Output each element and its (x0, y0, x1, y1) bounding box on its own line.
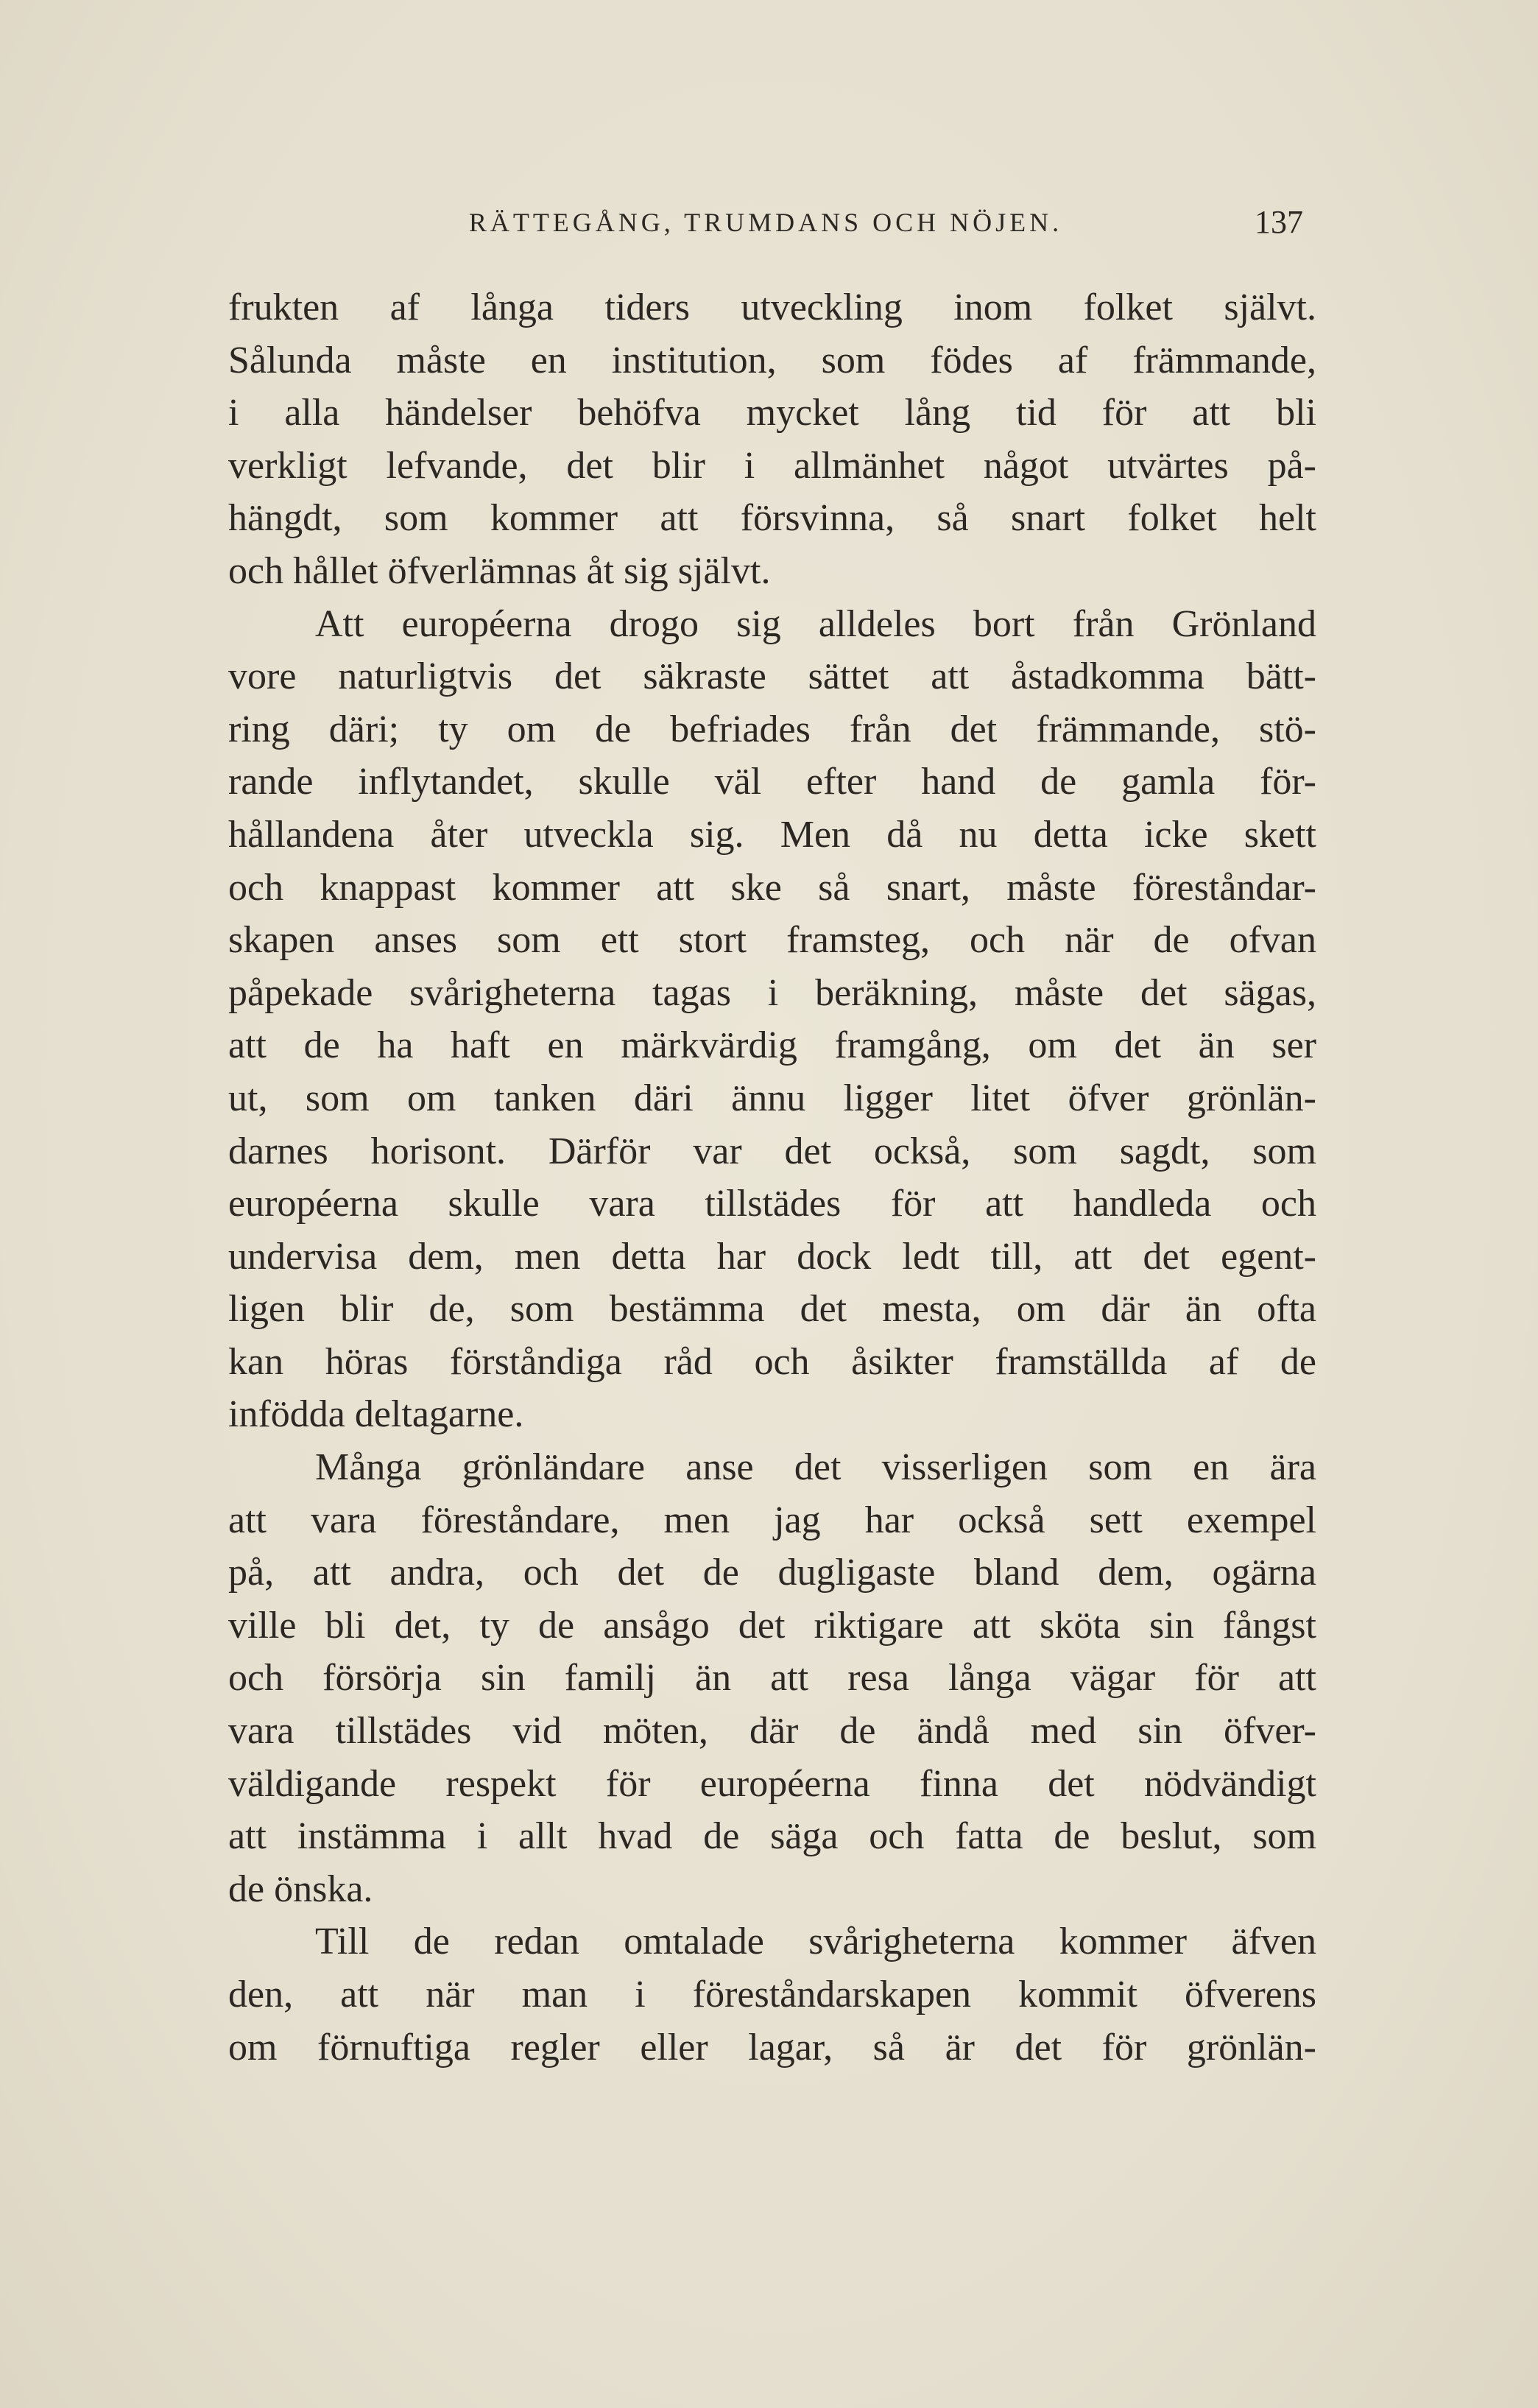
body-text (228, 281, 1316, 2074)
text-line: européerna skulle vara tillstädes för att handleda och (228, 1183, 1316, 1225)
text-line: frukten af långa tiders utveckling inom folket självt. (228, 286, 1316, 328)
text-line: ut, som om tanken däri ännu ligger litet öfver grönlän- (228, 1077, 1316, 1119)
text-line: ring däri; ty om de befriades från det främmande, stö- (228, 708, 1316, 750)
text-line: att instämma i allt hvad de säga och fatta de beslut, som (228, 1815, 1316, 1858)
text-line: att de ha haft en märkvärdig framgång, om det än ser (228, 1024, 1316, 1067)
text-line: rande inflytandet, skulle väl efter hand de gamla för- (228, 761, 1316, 803)
text-line: ligen blir de, som bestämma det mesta, om där än ofta (228, 1288, 1316, 1331)
text-line: verkligt lefvande, det blir i allmänhet något utvärtes på- (228, 444, 1316, 487)
text-line: i alla händelser behöfva mycket lång tid för att bli (228, 392, 1316, 434)
text-line: darnes horisont. Därför var det också, som sagdt, som (228, 1130, 1316, 1172)
running-head (228, 200, 1303, 244)
text-line: Många grönländare anse det visserligen som en ära (315, 1446, 1316, 1489)
running-head-title: RÄTTEGÅNG, TRUMDANS OCH NÖJEN. (468, 208, 1063, 237)
text-line: ville bli det, ty de ansågo det riktigare att sköta sin fångst (228, 1604, 1316, 1647)
text-line: den, att när man i föreståndarskapen kommit öfverens (228, 1974, 1316, 2016)
text-line: Till de redan omtalade svårigheterna kommer äfven (315, 1921, 1316, 1963)
text-line: Sålunda måste en institution, som födes af främmande, (228, 339, 1316, 381)
text-line: kan höras förståndiga råd och åsikter framställda af de (228, 1340, 1316, 1383)
text-line: vara tillstädes vid möten, där de ändå med sin öfver- (228, 1710, 1316, 1753)
text-line: och hållet öfverlämnas åt sig självt. (228, 549, 771, 592)
text-line: väldigande respekt för européerna finna det nödvändigt (228, 1762, 1316, 1805)
text-line: skapen anses som ett stort framsteg, och när de ofvan (228, 919, 1316, 962)
text-line: och försörja sin familj än att resa långa vägar för att (228, 1657, 1316, 1700)
text-line: på, att andra, och det de dugligaste bland dem, ogärna (228, 1552, 1316, 1594)
text-line: och knappast kommer att ske så snart, måste föreståndar- (228, 866, 1316, 909)
text-line: undervisa dem, men detta har dock ledt till, att det egent- (228, 1235, 1316, 1278)
text-line: att vara föreståndare, men jag har också sett exempel (228, 1499, 1316, 1541)
text-line: hängdt, som kommer att försvinna, så snart folket helt (228, 497, 1316, 540)
text-line: infödda deltagarne. (228, 1393, 524, 1436)
text-line: hållandena åter utveckla sig. Men då nu detta icke skett (228, 813, 1316, 856)
text-line: om förnuftiga regler eller lagar, så är det för grönlän- (228, 2026, 1316, 2069)
text-line: de önska. (228, 1867, 373, 1910)
text-line: påpekade svårigheterna tagas i beräkning, måste det sägas, (228, 971, 1316, 1014)
text-line: vore naturligtvis det säkraste sättet att åstadkomma bätt- (228, 655, 1316, 698)
text-line: Att européerna drogo sig alldeles bort från Grönland (315, 602, 1316, 645)
page-number: 137 (1255, 204, 1303, 240)
